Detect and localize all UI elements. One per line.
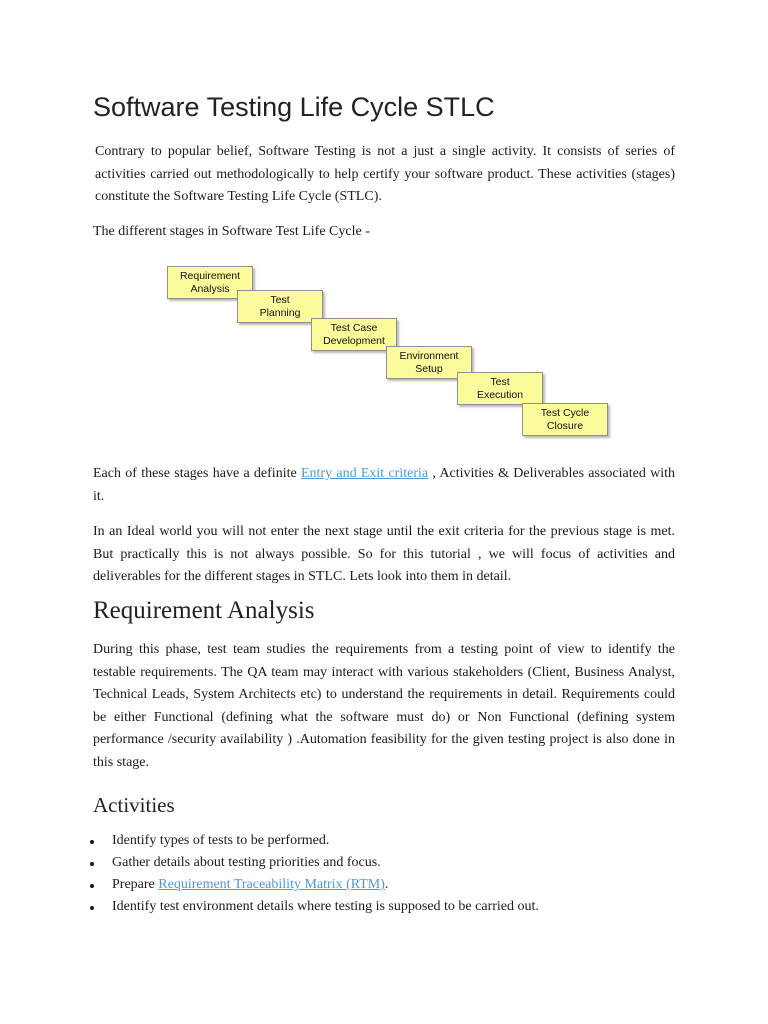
rtm-link[interactable]: Requirement Traceability Matrix (RTM) (158, 877, 385, 892)
stage-environment-setup: Environment Setup (386, 346, 472, 379)
stage-test-execution: Test Execution (457, 372, 543, 405)
page-title: Software Testing Life Cycle STLC (93, 92, 495, 122)
stage-requirement-analysis: Requirement Analysis (167, 266, 253, 299)
stage-test-cycle-closure: Test Cycle Closure (522, 403, 608, 436)
entry-exit-criteria-link[interactable]: Entry and Exit criteria (300, 466, 429, 481)
list-item-text: Prepare (112, 877, 159, 892)
list-item: Identify types of tests to be performed. (93, 830, 675, 852)
requirement-analysis-heading: Requirement Analysis (93, 597, 315, 624)
activities-heading: Activities (93, 793, 175, 817)
criteria-paragraph (93, 463, 675, 508)
list-item (93, 874, 675, 896)
list-item-text: . (384, 877, 389, 892)
criteria-text-before: Each of these stages have a definite (93, 466, 301, 481)
list-item: Identify test environment details where testing is supposed to be carried out. (93, 896, 675, 918)
stages-intro-text: The different stages in Software Test Life Cycle - (93, 224, 370, 239)
activities-list (93, 830, 675, 918)
criteria-text-after: , Activities & Deliverables associated with it. (93, 466, 675, 504)
list-item: Gather details about testing priorities and focus. (93, 852, 675, 874)
stage-test-case-development: Test Case Development (311, 318, 397, 351)
ideal-world-paragraph: In an Ideal world you will not enter the next stage until the exit criteria for the previous stage is met. But practically this is not always possible. So for this tutorial , we will focus of activities and deliverables for the different stages in STLC. Lets look into them in detail. (93, 524, 675, 584)
intro-paragraph: Contrary to popular belief, Software Testing is not a just a single activity. It consists of series of activities carried out methodologically to help certify your software product. These activities (stages) constitute the Software Testing Life Cycle (STLC). (95, 144, 675, 204)
stage-test-planning: Test Planning (237, 290, 323, 323)
requirement-analysis-paragraph: During this phase, test team studies the requirements from a testing point of view to identify the testable requirements. The QA team may interact with various stakeholders (Client, Business Analyst, Technical Leads, System Architects etc) to understand the requirements in detail. Requirements could be either Functional (defining what the software must do) or Non Functional (defining system performance /security availability ) .Automation feasibility for the given testing project is also done in this stage. (93, 642, 675, 770)
